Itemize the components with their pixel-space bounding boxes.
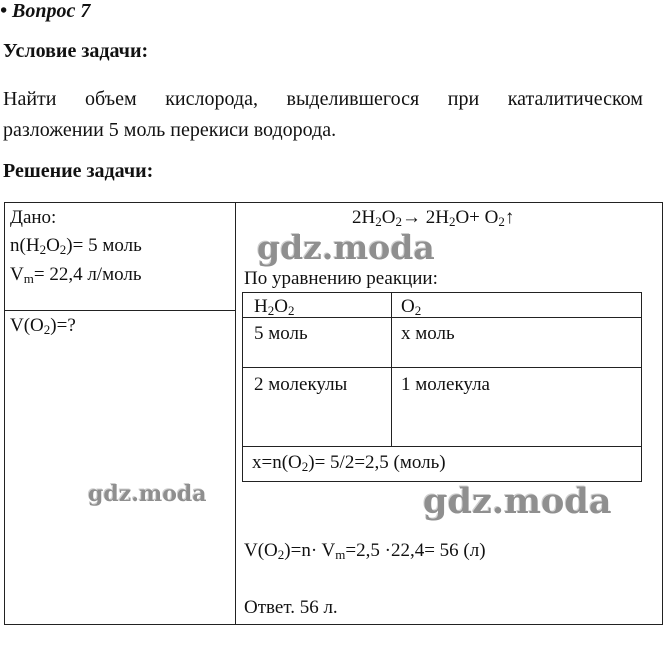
subscript: 2 [498, 214, 505, 229]
table-cell: x моль [401, 323, 455, 344]
condition-word: Найти [3, 88, 57, 110]
find-text: V(O [10, 315, 44, 336]
table-border-right [662, 202, 663, 625]
table-cell: 1 молекула [401, 374, 490, 395]
reaction-equation [352, 207, 514, 229]
watermark: gdz.moda [257, 228, 435, 267]
inner-table-left [242, 292, 243, 482]
table-cell: 5 моль [254, 323, 308, 344]
volume-text: =2,5 ·22,4= 56 (л) [345, 540, 486, 561]
up-arrow-icon: ↑ [504, 207, 515, 228]
watermark: gdz.moda [88, 481, 207, 507]
given-amount [10, 235, 142, 257]
inner-table-row1-line [242, 367, 642, 368]
table-header-h2o2 [254, 296, 294, 318]
subscript: m [335, 547, 346, 562]
calculation-row [252, 452, 446, 474]
table-border-bottom [4, 624, 663, 625]
table-border-top [4, 202, 663, 203]
given-amount-value: )= 5 моль [66, 235, 142, 256]
inner-table-header-line [242, 317, 642, 318]
volume-calculation [244, 540, 486, 562]
given-amount-text: n(H [10, 235, 40, 256]
subscript: 2 [395, 214, 402, 229]
condition-line-1 [3, 84, 643, 115]
table-header-o2 [401, 296, 421, 318]
subscript: 2 [59, 242, 67, 257]
volume-text: )=n· V [284, 540, 336, 561]
subscript: 2 [43, 322, 51, 337]
table-border-left [4, 202, 5, 625]
inner-table-right [641, 292, 642, 482]
subscript: 2 [301, 459, 309, 474]
subscript: 2 [39, 242, 47, 257]
equation-part: → 2H [401, 207, 449, 228]
equation-part: O [381, 207, 396, 228]
condition-line-2: разложении 5 моль перекиси водорода. [3, 119, 337, 141]
condition-word: каталитическом [507, 88, 643, 110]
condition-word: выделившегося [286, 88, 420, 110]
solution-heading: Решение задачи: [3, 160, 154, 182]
condition-word: при [447, 88, 480, 110]
find-volume [10, 315, 76, 337]
table-cell: 2 молекулы [254, 374, 348, 395]
condition-text [3, 84, 643, 146]
given-molar-volume [10, 264, 142, 286]
by-equation-label: По уравнению реакции: [244, 268, 438, 289]
condition-heading: Условие задачи: [3, 40, 149, 62]
answer: Ответ. 56 л. [244, 597, 338, 618]
subscript: 2 [267, 303, 275, 318]
inner-table-top [242, 292, 642, 293]
given-find-divider [4, 310, 235, 311]
subscript: 2 [414, 303, 422, 318]
header-text: O [274, 296, 288, 317]
header-text: O [401, 296, 415, 317]
inner-table-col-divider [391, 292, 392, 447]
condition-word: кислорода, [165, 88, 258, 110]
inner-table-row2-line [242, 446, 642, 447]
volume-text: V(O [244, 540, 278, 561]
subscript: 2 [448, 214, 456, 229]
equation-part: 2H [352, 207, 376, 228]
find-text: )=? [50, 315, 76, 336]
calc-text: x=n(O [252, 452, 302, 473]
watermark: gdz.moda [423, 481, 612, 522]
condition-word: объем [85, 88, 137, 110]
table-divider-vertical [235, 202, 236, 625]
subscript: 2 [277, 547, 285, 562]
calc-text: )= 5/2=2,5 (моль) [308, 452, 446, 473]
header-text: H [254, 296, 268, 317]
question-number: • Вопрос 7 [0, 0, 91, 22]
given-title: Дано: [10, 207, 57, 228]
subscript: 2 [375, 214, 382, 229]
given-vm-value: = 22,4 л/моль [33, 264, 142, 285]
given-amount-text: O [46, 235, 60, 256]
subscript: 2 [287, 303, 295, 318]
given-vm-text: V [10, 264, 24, 285]
subscript: m [23, 271, 34, 286]
equation-part: O+ O [455, 207, 499, 228]
